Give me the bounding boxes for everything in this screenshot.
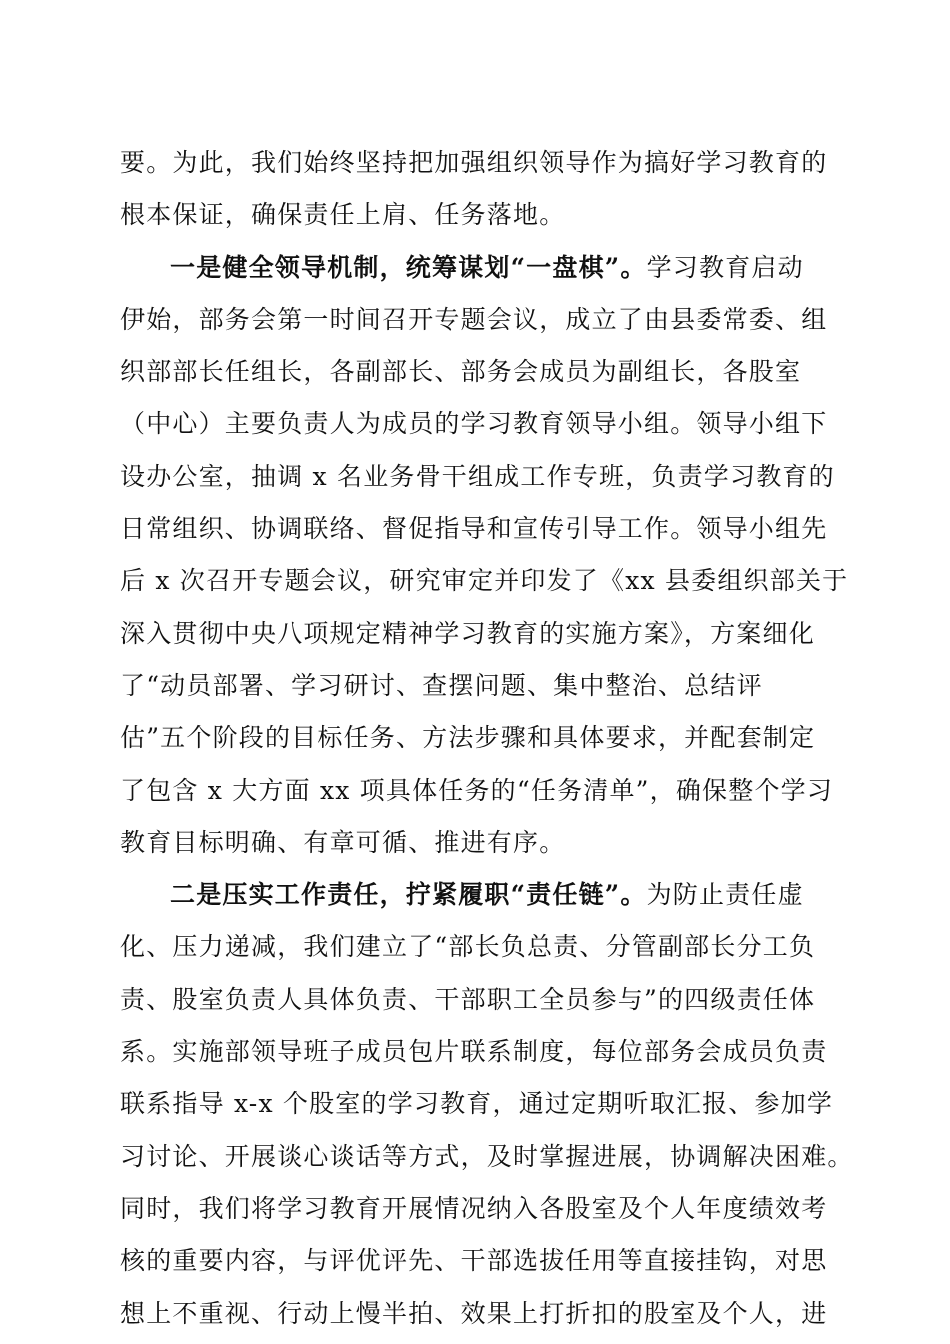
text-line: 核的重要内容，与评优评先、干部选拔任用等直接挂钩，对思 <box>120 1246 828 1276</box>
text-line: 系。实施部领导班子成员包片联系制度，每位部务会成员负责 <box>120 1037 828 1067</box>
paragraph-first-line <box>120 242 832 294</box>
text-run: 学习教育启动 <box>646 252 804 282</box>
text-line: 习讨论、开展谈心谈话等方式，及时掌握进展，协调解决困难。 <box>120 1141 854 1171</box>
text-line: 想上不重视、行动上慢半拍、效果上打折扣的股室及个人，进 <box>120 1298 828 1328</box>
paragraph-heading: 一是健全领导机制，统筹谋划“一盘棋”。 <box>170 252 647 282</box>
text-line: （中心）主要负责人为成员的学习教育领导小组。领导小组下 <box>120 409 828 439</box>
paragraph-first-line <box>120 869 832 921</box>
text-line: 伊始，部务会第一时间召开专题会议，成立了由县委常委、组 <box>120 304 828 334</box>
text-line: 要。为此，我们始终坚持把加强组织领导作为搞好学习教育的 <box>120 148 828 177</box>
text-line: 联系指导 x-x 个股室的学习教育，通过定期听取汇报、参加学 <box>120 1089 834 1119</box>
text-line: 后 x 次召开专题会议，研究审定并印发了《xx 县委组织部关于 <box>120 566 849 596</box>
document-body <box>120 137 854 1340</box>
text-line: 责、股室负责人具体负责、干部职工全员参与”的四级责任体 <box>120 984 816 1014</box>
text-line: 根本保证，确保责任上肩、任务落地。 <box>120 200 566 230</box>
text-line: 估”五个阶段的目标任务、方法步骤和具体要求，并配套制定 <box>120 723 816 753</box>
text-line: 化、压力递减，我们建立了“部长负总责、分管副部长分工负 <box>120 932 816 962</box>
text-line: 日常组织、协调联络、督促指导和宣传引导工作。领导小组先 <box>120 514 828 544</box>
paragraph-heading: 二是压实工作责任，拧紧履职“责任链”。 <box>170 880 647 910</box>
text-run: 为防止责任虚 <box>646 880 804 910</box>
text-line: 了“动员部署、学习研讨、查摆问题、集中整治、总结评 <box>120 670 763 700</box>
text-line: 了包含 x 大方面 xx 项具体任务的“任务清单”，确保整个学习 <box>120 775 834 805</box>
text-line: 同时，我们将学习教育开展情况纳入各股室及个人年度绩效考 <box>120 1193 828 1223</box>
text-line: 深入贯彻中央八项规定精神学习教育的实施方案》，方案细化 <box>120 618 815 648</box>
text-line: 织部部长任组长，各副部长、部务会成员为副组长，各股室 <box>120 357 802 387</box>
text-line: 教育目标明确、有章可循、推进有序。 <box>120 827 566 857</box>
text-line: 设办公室，抽调 x 名业务骨干组成工作专班，负责学习教育的 <box>120 461 835 491</box>
